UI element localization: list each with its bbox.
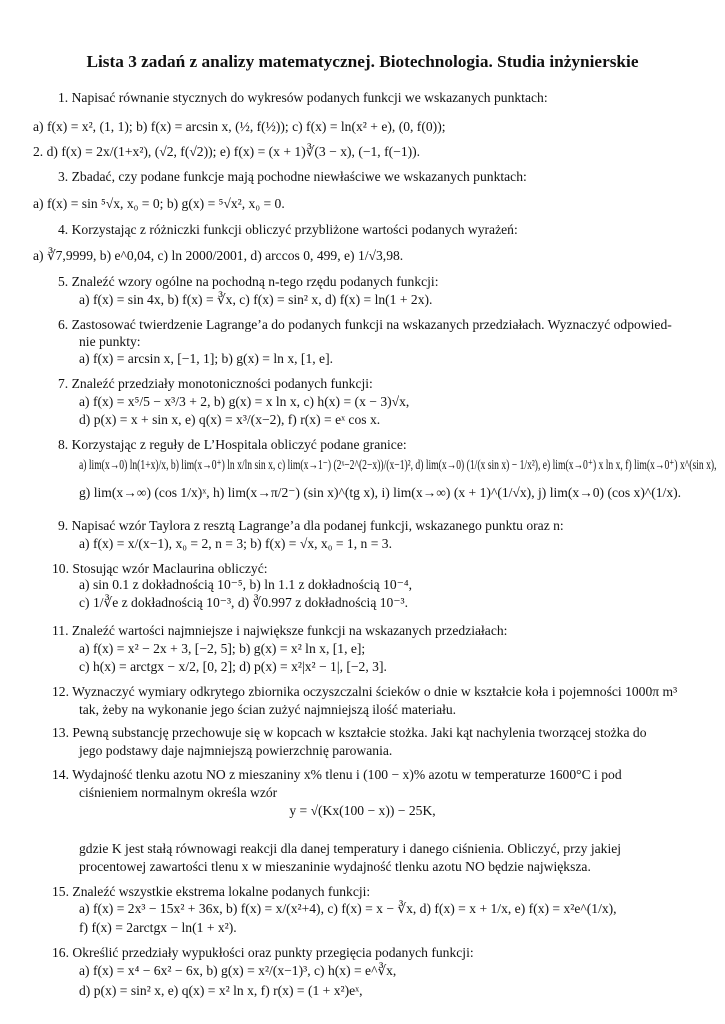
text-line: f) f(x) = 2arctgx − ln(1 + x²). <box>79 920 237 935</box>
text-line: 7. Znaleźć przedziały monotoniczności podanych funkcji: <box>58 376 373 391</box>
text-line: c) h(x) = arctgx − x/2, [0, 2]; d) p(x) = x²|x² − 1|, [−2, 3]. <box>79 659 387 674</box>
text-line: 5. Znaleźć wzory ogólne na pochodną n-tego rzędu podanych funkcji: <box>58 274 439 289</box>
text-line: 10. Stosując wzór Maclaurina obliczyć: <box>52 561 268 576</box>
text-line: 15. Znaleźć wszystkie ekstrema lokalne podanych funkcji: <box>52 884 371 899</box>
text-line: 14. Wydajność tlenku azotu NO z mieszaniny x% tlenu i (100 − x)% azotu w temperaturze 1600°C i pod <box>52 767 622 782</box>
text-line: c) 1/∛e z dokładnością 10⁻³, d) ∛0.997 z dokładnością 10⁻³. <box>79 595 408 610</box>
text-line: 8. Korzystając z reguły de L’Hospitala obliczyć podane granice: <box>58 437 407 452</box>
text-line: 16. Określić przedziały wypukłości oraz punkty przegięcia podanych funkcji: <box>52 945 474 960</box>
display-formula: y = √(Kx(100 − x)) − 25K, <box>289 803 436 818</box>
page-title: Lista 3 zadań z analizy matematycznej. Biotechnologia. Studia inżynierskie <box>86 52 639 71</box>
text-line: d) p(x) = sin² x, e) q(x) = x² ln x, f) r(x) = (1 + x²)eˣ, <box>79 983 363 998</box>
text-line: 13. Pewną substancję przechowuje się w kopcach w kształcie stożka. Jaki kąt nachylenia tworzącej stożka do <box>52 725 647 740</box>
text-line: 6. Zastosować twierdzenie Lagrange’a do podanych funkcji na wskazanych przedziałach. Wyznaczyć odpowied- <box>58 317 672 332</box>
text-line: a) f(x) = x² − 2x + 3, [−2, 5]; b) g(x) = x² ln x, [1, e]; <box>79 641 366 656</box>
text-line: a) lim(x→0) ln(1+x)/x, b) lim(x→0⁺) ln x/ln sin x, c) lim(x→1⁻) (2ˣ−2^(2−x))/(x−1)², d) lim(x→0) (1/(x sin x) − 1/x²), e) lim(x→0⁺) x ln x, f) lim(x→0⁺) x^(sin x), <box>79 457 717 472</box>
text-line: a) f(x) = sin ⁵√x, x₀ = 0; b) g(x) = ⁵√x², x₀ = 0. <box>33 196 285 211</box>
text-line: tak, żeby na wykonanie jego ścian zużyć najmniejszą ilość materiału. <box>79 702 457 717</box>
text-line: g) lim(x→∞) (cos 1/x)ˣ, h) lim(x→π/2⁻) (sin x)^(tg x), i) lim(x→∞) (x + 1)^(1/√x), j) lim(x→0) (cos x)^(1/x). <box>79 485 682 500</box>
text-line: ciśnieniem normalnym określa wzór <box>79 785 278 800</box>
text-line: 12. Wyznaczyć wymiary odkrytego zbiornika oczyszczalni ścieków o dnie w kształcie koła i pojemności 1000π m³ <box>52 684 678 699</box>
text-line: a) f(x) = x/(x−1), x₀ = 2, n = 3; b) f(x) = √x, x₀ = 1, n = 3. <box>79 536 392 551</box>
text-line: a) sin 0.1 z dokładnością 10⁻⁵, b) ln 1.1 z dokładnością 10⁻⁴, <box>79 577 413 592</box>
text-line: d) p(x) = x + sin x, e) q(x) = x³/(x−2), f) r(x) = eˣ cos x. <box>79 412 381 427</box>
text-line: procentowej zawartości tlenu x w mieszaninie wydajność tlenku azotu NO będzie największa. <box>79 859 591 874</box>
text-line: gdzie K jest stałą równowagi reakcji dla danej temperatury i danego ciśnienia. Obliczyć, przy jakiej <box>79 841 622 856</box>
text-line: 3. Zbadać, czy podane funkcje mają pochodne niewłaściwe we wskazanych punktach: <box>58 169 527 184</box>
text-line: 4. Korzystając z różniczki funkcji obliczyć przybliżone wartości podanych wyrażeń: <box>58 222 518 237</box>
text-line: a) f(x) = arcsin x, [−1, 1]; b) g(x) = ln x, [1, e]. <box>79 351 334 366</box>
text-line: jego podstawy daje najmniejszą powierzchnię parowania. <box>79 743 393 758</box>
text-line: a) f(x) = x⁵/5 − x³/3 + 2, b) g(x) = x ln x, c) h(x) = (x − 3)√x, <box>79 394 410 409</box>
text-line: a) f(x) = x⁴ − 6x² − 6x, b) g(x) = x²/(x−1)³, c) h(x) = e^∛x, <box>79 963 397 978</box>
text-line: 11. Znaleźć wartości najmniejsze i największe funkcji na wskazanych przedziałach: <box>52 623 508 638</box>
text-line: nie punkty: <box>79 334 141 349</box>
text-line: a) ∛7,9999, b) e^0,04, c) ln 2000/2001, d) arccos 0, 499, e) 1/√3,98. <box>33 248 404 263</box>
text-line: 1. Napisać równanie stycznych do wykresów podanych funkcji we wskazanych punktach: <box>58 90 548 105</box>
text-line: a) f(x) = x², (1, 1); b) f(x) = arcsin x, (½, f(½)); c) f(x) = ln(x² + e), (0, f(0)); <box>33 119 446 134</box>
text-line: a) f(x) = 2x³ − 15x² + 36x, b) f(x) = x/(x²+4), c) f(x) = x − ∛x, d) f(x) = x + 1/x, e) f(x) = x²e^(1/x), <box>79 901 617 916</box>
text-line: 2. d) f(x) = 2x/(1+x²), (√2, f(√2)); e) f(x) = (x + 1)∛(3 − x), (−1, f(−1)). <box>33 144 421 159</box>
text-line: a) f(x) = sin 4x, b) f(x) = ∛x, c) f(x) = sin² x, d) f(x) = ln(1 + 2x). <box>79 292 433 307</box>
text-line: 9. Napisać wzór Taylora z resztą Lagrange’a dla podanej funkcji, wskazanego punktu oraz n: <box>58 518 564 533</box>
